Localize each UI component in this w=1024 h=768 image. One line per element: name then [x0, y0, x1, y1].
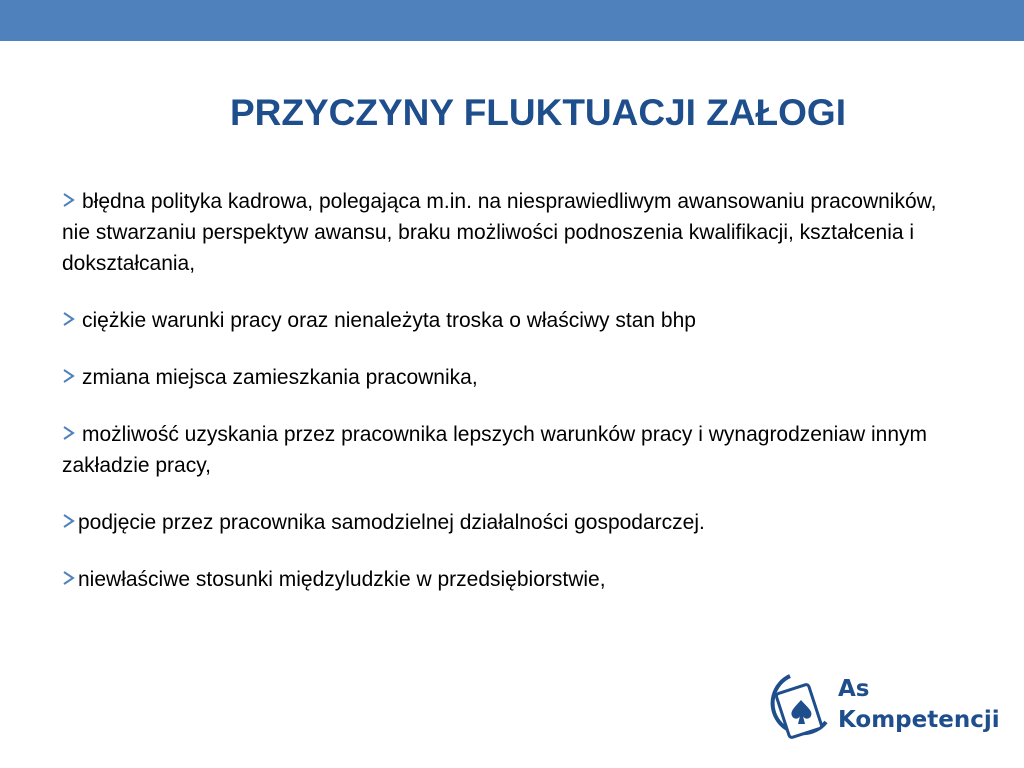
as-kompetencji-logo — [768, 672, 998, 744]
arrow-bullet-icon — [62, 514, 76, 528]
list-item-text: podjęcie przez pracownika samodzielnej działalności gospodarczej. — [78, 511, 705, 534]
logo-text-as: As — [838, 676, 870, 702]
arrow-bullet-icon — [62, 571, 76, 585]
arrow-bullet-icon — [62, 369, 76, 383]
arrow-bullet-icon — [62, 193, 76, 207]
logo-text-kompetencji: Kompetencji — [838, 707, 1000, 733]
list-item — [62, 419, 942, 481]
list-item-text: możliwość uzyskania przez pracownika lepszych warunków pracy i wynagrodzeniaw innym zakładzie pracy, — [62, 423, 928, 477]
list-item — [62, 305, 942, 336]
list-item-text: błędna polityka kadrowa, polegająca m.in. na niesprawiedliwym awansowaniu pracowników, nie stwarzaniu perspektyw awansu, braku możliwości podnoszenia kwalifikacji, kształcenia i dokształcania, — [62, 190, 937, 275]
list-item — [62, 362, 942, 393]
arrow-bullet-icon — [62, 426, 76, 440]
top-accent-bar — [0, 0, 1024, 41]
slide-title: PRZYCZYNY FLUKTUACJI ZAŁOGI — [230, 92, 846, 133]
list-item — [62, 186, 942, 279]
list-item — [62, 507, 942, 538]
bullet-list — [62, 186, 942, 621]
list-item-text: zmiana miejsca zamieszkania pracownika, — [82, 366, 478, 389]
spade-card-icon — [768, 672, 832, 744]
list-item — [62, 564, 942, 595]
arrow-bullet-icon — [62, 312, 76, 326]
list-item-text: niewłaściwe stosunki międzyludzkie w przedsiębiorstwie, — [78, 568, 606, 591]
list-item-text: ciężkie warunki pracy oraz nienależyta troska o właściwy stan bhp — [82, 309, 696, 332]
